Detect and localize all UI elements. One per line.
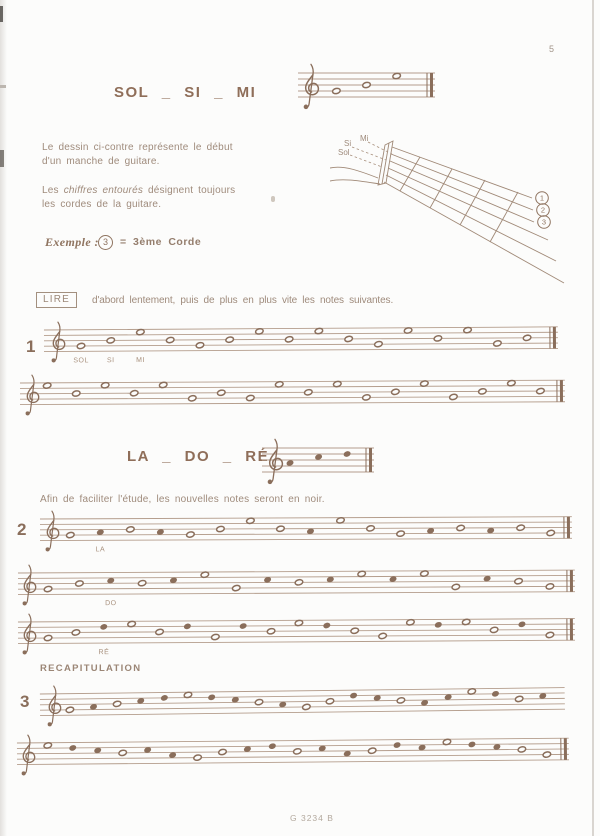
string-number-1: 1	[539, 193, 545, 203]
guitar-neck-diagram	[330, 128, 592, 298]
headstock-string	[330, 167, 378, 178]
whole-note	[72, 390, 81, 397]
lire-sentence: d'abord lentement, puis de plus en plus vite les notes suivantes.	[92, 295, 394, 306]
whole-note	[332, 88, 341, 95]
section-title-sol-si-mi: SOL _ SI _ MI	[114, 84, 257, 101]
whole-note	[366, 525, 375, 532]
whole-note	[126, 526, 135, 533]
whole-note	[456, 525, 465, 532]
staff-title-la-do-re	[262, 434, 374, 501]
guitar-string-6	[384, 182, 564, 283]
whole-note	[118, 749, 127, 756]
whole-note	[186, 531, 195, 538]
whole-note	[391, 388, 400, 395]
whole-note	[113, 700, 122, 707]
whole-note	[285, 336, 294, 343]
text-run: Les	[42, 185, 64, 196]
staff-svg	[18, 605, 575, 670]
whole-note	[392, 73, 401, 80]
exemple-circled-number: 3	[98, 235, 113, 250]
whole-note	[106, 337, 115, 344]
treble-clef-icon	[45, 511, 58, 551]
label-mi: Mi	[360, 134, 369, 143]
whole-note	[451, 583, 460, 590]
black-note	[434, 621, 443, 629]
treble-clef-icon	[21, 735, 35, 775]
whole-note	[216, 526, 225, 533]
whole-note	[193, 754, 202, 761]
whole-note	[44, 635, 53, 642]
paragraph-dessin	[42, 141, 233, 168]
black-note	[239, 622, 248, 630]
headstock-string	[330, 180, 380, 184]
string-number-circles	[536, 192, 551, 229]
staff-svg	[298, 59, 435, 121]
black-note	[207, 694, 216, 702]
whole-note	[211, 634, 220, 641]
page-number: 5	[549, 44, 555, 54]
scan-edge-line	[592, 0, 594, 836]
black-note	[518, 621, 527, 629]
black-note	[349, 692, 358, 700]
black-note	[68, 744, 77, 752]
treble-clef-icon	[304, 64, 319, 109]
whole-note	[232, 585, 241, 592]
black-note	[468, 741, 477, 749]
black-note	[491, 690, 500, 698]
whole-note	[514, 578, 523, 585]
whole-note	[546, 583, 555, 590]
exercise-number-1: 1	[26, 337, 36, 356]
scan-mark	[0, 85, 6, 88]
whole-note	[490, 626, 499, 633]
staff-exercise3-line2	[17, 724, 570, 796]
black-note	[160, 694, 169, 702]
exercise-number-3: 3	[20, 692, 30, 711]
whole-note	[166, 337, 175, 344]
note-name-label: LA	[95, 546, 106, 554]
whole-note	[188, 395, 197, 402]
whole-note	[344, 336, 353, 343]
string-number-2: 2	[540, 205, 546, 215]
note-nouvelles-notes: Afin de faciliter l'étude, les nouvelles notes seront en noir.	[40, 494, 325, 505]
text-run: désignent toujours	[143, 185, 236, 196]
text-run-italic: chiffres entourés	[63, 185, 144, 196]
note-name-label: SI	[106, 357, 115, 365]
whole-note	[368, 747, 377, 754]
guitar-string-5	[386, 175, 556, 261]
scan-mark	[271, 196, 275, 202]
treble-clef-icon	[51, 322, 64, 362]
whole-note	[374, 341, 383, 348]
note-name-label: DO	[105, 600, 117, 608]
string-number-3: 3	[541, 217, 547, 227]
staff-title-sol-si-mi	[298, 59, 435, 126]
whole-note	[378, 633, 387, 640]
staff-exercise1-line2	[20, 366, 565, 436]
whole-note	[267, 628, 276, 635]
whole-note	[478, 388, 487, 395]
plate-number: G 3234 B	[290, 813, 334, 823]
section-title-la-do-re: LA _ DO _ RÉ	[127, 448, 270, 465]
treble-clef-icon	[22, 614, 35, 654]
black-note	[268, 742, 277, 750]
whole-note	[304, 389, 313, 396]
staff-svg	[262, 434, 374, 496]
whole-note	[295, 579, 304, 586]
whole-note	[545, 632, 554, 639]
whole-note	[71, 629, 80, 636]
fret-line	[400, 157, 420, 191]
whole-note	[138, 580, 147, 587]
treble-clef-icon	[22, 565, 35, 605]
whole-note	[44, 586, 53, 593]
whole-note	[536, 388, 545, 395]
guitar-string-1	[392, 147, 532, 198]
whole-note	[75, 580, 84, 587]
whole-note	[276, 525, 285, 532]
paragraph-line: Le dessin ci-contre représente le début	[42, 142, 233, 153]
black-note	[322, 622, 331, 630]
staff-svg	[20, 366, 565, 431]
whole-note	[396, 530, 405, 537]
whole-note	[302, 703, 311, 710]
note-name-label: SOL	[73, 357, 89, 365]
whole-note	[542, 751, 551, 758]
note-name-label: RÉ	[98, 649, 110, 657]
exemple-label: Exemple :	[45, 235, 99, 249]
black-note	[183, 623, 192, 631]
guitar-string-3	[390, 161, 534, 222]
staff-svg	[17, 724, 570, 791]
whole-note	[246, 395, 255, 402]
scan-mark	[0, 6, 3, 22]
whole-note	[516, 524, 525, 531]
whole-note	[155, 628, 164, 635]
treble-clef-icon	[268, 439, 283, 484]
whole-note	[517, 746, 526, 753]
recapitulation-heading: RECAPITULATION	[40, 663, 142, 674]
whole-note	[255, 699, 264, 706]
treble-clef-icon	[25, 375, 38, 415]
paragraph-line: d'un manche de guitare.	[42, 155, 160, 167]
whole-note	[65, 706, 74, 713]
whole-note	[217, 389, 226, 396]
whole-note	[350, 627, 359, 634]
whole-note	[396, 697, 405, 704]
black-note	[393, 741, 402, 749]
paragraph-line	[42, 184, 235, 198]
whole-note	[293, 748, 302, 755]
black-note	[343, 450, 352, 458]
whole-note	[77, 343, 86, 350]
whole-note	[326, 698, 335, 705]
scan-mark	[0, 150, 4, 167]
whole-note	[196, 342, 205, 349]
lire-box: LIRE	[36, 292, 77, 308]
whole-note	[362, 82, 371, 89]
whole-note	[523, 334, 532, 341]
label-sol: Sol	[338, 148, 350, 157]
black-note	[99, 623, 108, 631]
note-name-label: MI	[136, 356, 145, 365]
whole-note	[493, 340, 502, 347]
whole-note	[218, 749, 227, 756]
treble-clef-icon	[47, 686, 61, 726]
whole-note	[225, 336, 234, 343]
exemple-text: = 3ème Corde	[120, 236, 202, 248]
whole-note	[130, 390, 139, 397]
whole-note	[449, 393, 458, 400]
scan-edge-shadow	[0, 0, 7, 836]
exercise-number-2: 2	[17, 520, 27, 539]
whole-note	[433, 335, 442, 342]
paragraph-line: les cordes de la guitare.	[42, 198, 162, 210]
label-si: Si	[344, 139, 352, 148]
whole-note	[66, 532, 75, 539]
whole-note	[546, 530, 555, 537]
paragraph-chiffres	[42, 184, 235, 211]
whole-note	[362, 394, 371, 401]
leader-line-si	[352, 147, 386, 160]
whole-note	[515, 695, 524, 702]
